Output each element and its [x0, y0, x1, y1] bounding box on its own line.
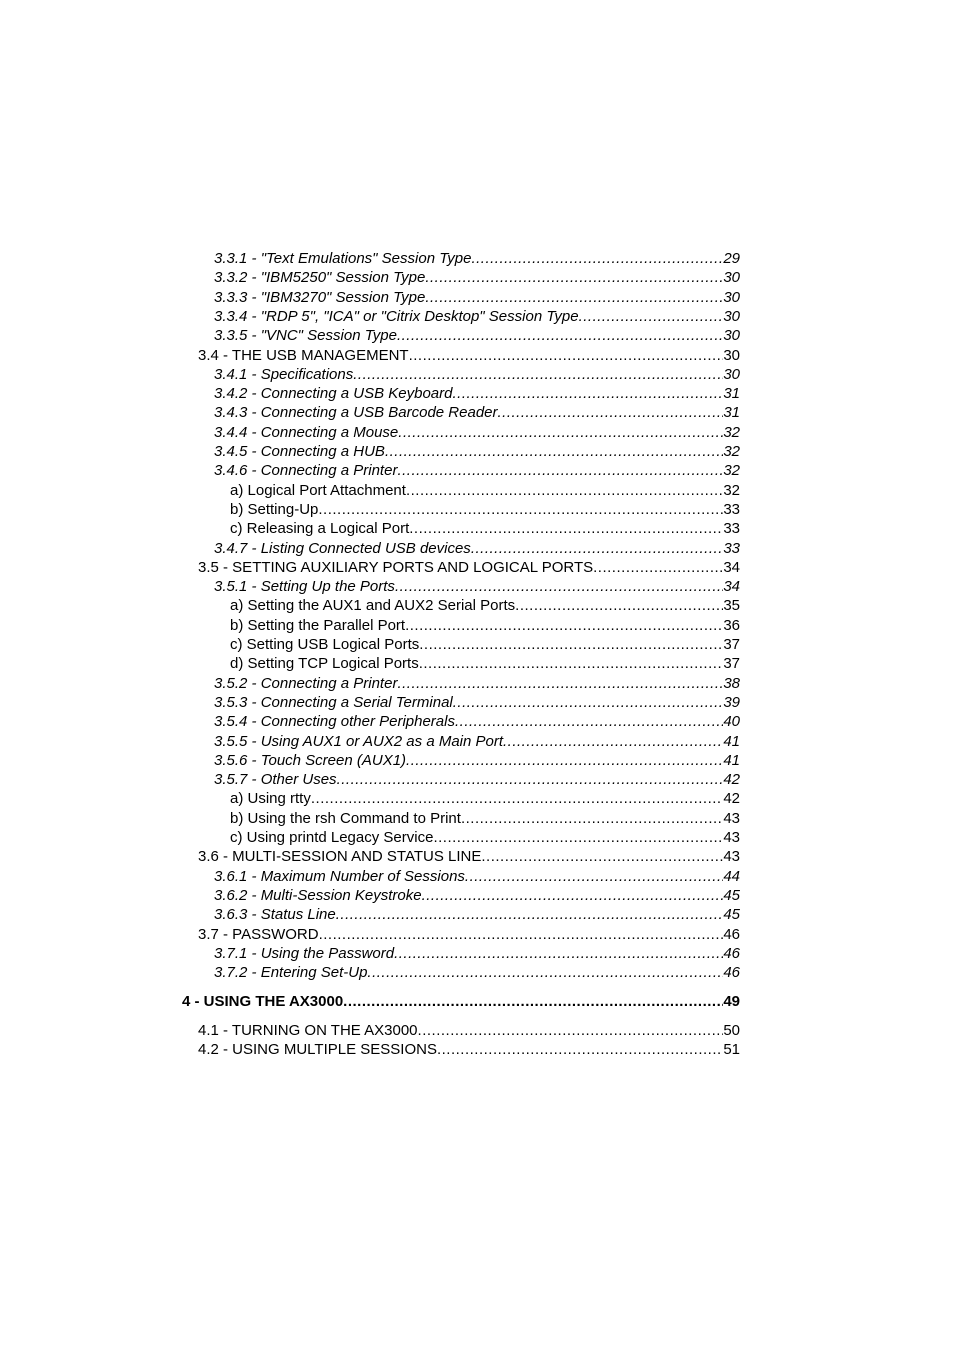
- dot-leader: [418, 1021, 724, 1040]
- toc-entry-title: a) Logical Port Attachment: [230, 481, 406, 499]
- toc-entry-title: 3.5.3 - Connecting a Serial Terminal: [214, 693, 453, 711]
- toc-entry-title: 3.4 - THE USB MANAGEMENT: [198, 346, 409, 364]
- dot-leader: [397, 326, 723, 345]
- dot-leader: [419, 654, 724, 673]
- toc-entry-title: b) Using the rsh Command to Print: [230, 809, 461, 827]
- toc-entry-page-number: 41: [723, 732, 740, 750]
- toc-entry-page-number: 30: [723, 327, 740, 345]
- dot-leader: [422, 886, 724, 905]
- dot-leader: [353, 365, 723, 384]
- dot-leader: [337, 770, 724, 789]
- toc-entry[interactable]: [198, 1021, 740, 1040]
- dot-leader: [319, 925, 724, 944]
- toc-entry-page-number: 46: [723, 944, 740, 962]
- toc-entry-title: 3.4.3 - Connecting a USB Barcode Reader: [214, 404, 498, 422]
- toc-entry-title: c) Using printd Legacy Service: [230, 829, 434, 846]
- toc-entry[interactable]: [214, 867, 740, 886]
- toc-entry[interactable]: [230, 481, 740, 500]
- toc-entry-page-number: 31: [723, 404, 740, 422]
- toc-entry-page-number: 44: [723, 867, 740, 885]
- toc-entry[interactable]: [214, 712, 740, 731]
- toc-entry[interactable]: [214, 751, 740, 770]
- toc-entry[interactable]: [214, 577, 740, 596]
- toc-entry-title: a) Using rtty: [230, 790, 311, 808]
- toc-entry-page-number: 45: [723, 906, 740, 924]
- toc-entry[interactable]: [214, 944, 740, 963]
- dot-leader: [409, 346, 724, 365]
- toc-entry-page-number: 37: [723, 636, 740, 653]
- dot-leader: [471, 539, 724, 558]
- toc-entry-page-number: 42: [723, 771, 740, 789]
- toc-entry-page-number: 43: [723, 809, 740, 827]
- toc-entry-title: 3.3.1 - "Text Emulations" Session Type: [214, 250, 472, 267]
- toc-entry-page-number: 33: [723, 539, 740, 557]
- toc-entry-page-number: 37: [723, 655, 740, 673]
- toc-entry-title: 3.4.1 - Specifications: [214, 365, 354, 383]
- toc-entry[interactable]: [230, 789, 740, 808]
- dot-leader: [395, 577, 723, 596]
- toc-entry-title: 3.7 - PASSWORD: [198, 925, 319, 943]
- dot-leader: [579, 307, 724, 326]
- toc-entry-title: 3.5.6 - Touch Screen (AUX1): [214, 751, 407, 769]
- toc-entry[interactable]: [214, 268, 740, 287]
- toc-entry-page-number: 32: [723, 443, 740, 460]
- dot-leader: [336, 905, 724, 924]
- toc-entry[interactable]: [230, 500, 740, 519]
- toc-entry[interactable]: [214, 461, 740, 480]
- toc-entry-page-number: 32: [723, 481, 740, 499]
- toc-entry[interactable]: [198, 558, 740, 577]
- toc-entry-page-number: 38: [723, 674, 740, 692]
- toc-entry[interactable]: [214, 963, 740, 982]
- toc-entry-page-number: 35: [723, 597, 740, 615]
- toc-entry[interactable]: [198, 346, 740, 365]
- dot-leader: [405, 616, 723, 635]
- toc-entry-title: 3.5 - SETTING AUXILIARY PORTS AND LOGICAL PORTS: [198, 558, 594, 576]
- toc-entry[interactable]: [230, 616, 740, 635]
- toc-entry[interactable]: [198, 847, 740, 866]
- toc-entry[interactable]: [230, 519, 740, 538]
- toc-entry-page-number: 39: [723, 693, 740, 711]
- dot-leader: [498, 403, 724, 422]
- toc-entry[interactable]: [214, 693, 740, 712]
- toc-entry[interactable]: [214, 886, 740, 905]
- toc-entry[interactable]: [214, 288, 740, 307]
- dot-leader: [425, 268, 723, 287]
- toc-entry-title: b) Setting the Parallel Port: [230, 616, 406, 634]
- toc-entry-title: 3.5.2 - Connecting a Printer: [214, 674, 398, 692]
- toc-entry-title: b) Setting-Up: [230, 500, 319, 518]
- toc-entry-page-number: 34: [723, 558, 740, 576]
- dot-leader: [406, 481, 723, 500]
- dot-leader: [503, 732, 723, 751]
- dot-leader: [425, 288, 723, 307]
- toc-entry[interactable]: [230, 654, 740, 673]
- dot-leader: [397, 461, 723, 480]
- toc-entry-page-number: 30: [723, 269, 740, 287]
- toc-entry-title: 3.5.5 - Using AUX1 or AUX2 as a Main Port: [214, 732, 504, 750]
- toc-entry[interactable]: [230, 828, 740, 847]
- toc-entry-title: d) Setting TCP Logical Ports: [230, 655, 419, 673]
- dot-leader: [471, 249, 723, 268]
- toc-entry-title: 4 - USING THE AX3000: [182, 993, 344, 1011]
- toc-entry[interactable]: [214, 732, 740, 751]
- toc-entry[interactable]: [214, 442, 740, 461]
- toc-entry-title: c) Setting USB Logical Ports: [230, 636, 420, 653]
- dot-leader: [367, 963, 723, 982]
- toc-entry-title: 3.5.1 - Setting Up the Ports: [214, 578, 395, 596]
- toc-entry[interactable]: [214, 307, 740, 326]
- toc-entry-title: 4.1 - TURNING ON THE AX3000: [198, 1021, 418, 1039]
- toc-entry-page-number: 43: [723, 829, 740, 846]
- toc-entry-title: 3.5.4 - Connecting other Peripherals: [214, 713, 455, 731]
- toc-entry[interactable]: [230, 809, 740, 828]
- toc-entry-page-number: 43: [723, 848, 740, 866]
- toc-entry-page-number: 30: [723, 365, 740, 383]
- toc-entry-title: 3.3.4 - "RDP 5", "ICA" or "Citrix Desktop" Session Type: [214, 307, 579, 325]
- toc-entry[interactable]: [214, 770, 740, 789]
- toc-entry-title: 3.3.3 - "IBM3270" Session Type: [214, 288, 426, 306]
- dot-leader: [437, 1040, 723, 1059]
- toc-entry-title: 3.4.6 - Connecting a Printer: [214, 462, 398, 480]
- dot-leader: [593, 558, 723, 577]
- toc-entry-page-number: 31: [723, 385, 740, 403]
- toc-entry-page-number: 30: [723, 288, 740, 306]
- toc-entry-page-number: 30: [723, 307, 740, 325]
- dot-leader: [385, 442, 723, 461]
- toc-entry-title: 3.6.3 - Status Line: [214, 906, 336, 924]
- toc-entry-page-number: 40: [723, 713, 740, 731]
- dot-leader: [409, 519, 723, 538]
- toc-entry-page-number: 32: [723, 423, 740, 441]
- toc-entry-title: 3.7.2 - Entering Set-Up: [214, 964, 368, 982]
- toc-entry[interactable]: [214, 384, 740, 403]
- toc-entry[interactable]: [214, 905, 740, 924]
- dot-leader: [318, 500, 723, 519]
- toc-entry-page-number: 49: [723, 993, 740, 1011]
- dot-leader: [461, 809, 723, 828]
- dot-leader: [465, 867, 723, 886]
- dot-leader: [455, 712, 723, 731]
- dot-leader: [433, 828, 723, 847]
- toc-entry[interactable]: [230, 596, 740, 615]
- toc-entry-title: 3.4.2 - Connecting a USB Keyboard: [214, 385, 453, 403]
- toc-entry[interactable]: [214, 326, 740, 345]
- toc-entry-page-number: 45: [723, 886, 740, 904]
- toc-entry[interactable]: [214, 423, 740, 442]
- toc-entry[interactable]: [214, 249, 740, 268]
- toc-entry-title: 3.6.1 - Maximum Number of Sessions: [214, 867, 465, 885]
- toc-entry-page-number: 34: [723, 578, 740, 596]
- dot-leader: [481, 847, 723, 866]
- toc-entry[interactable]: [214, 365, 740, 384]
- toc-entry-page-number: 51: [723, 1041, 740, 1058]
- toc-entry-page-number: 36: [723, 616, 740, 634]
- toc-entry-title: 3.6 - MULTI-SESSION AND STATUS LINE: [198, 848, 482, 866]
- dot-leader: [397, 674, 723, 693]
- toc-entry-page-number: 33: [723, 520, 740, 538]
- toc-entry-title: a) Setting the AUX1 and AUX2 Serial Ports: [230, 597, 516, 615]
- toc-entry[interactable]: [214, 539, 740, 558]
- toc-entry[interactable]: [230, 635, 740, 654]
- toc-entry-page-number: 29: [723, 250, 740, 267]
- toc-entry-page-number: 41: [723, 751, 740, 769]
- dot-leader: [515, 596, 723, 615]
- toc-entry-title: 3.7.1 - Using the Password: [214, 944, 395, 962]
- toc-entry-title: 3.3.2 - "IBM5250" Session Type: [214, 269, 426, 287]
- toc-entry[interactable]: [214, 403, 740, 422]
- toc-entry-title: 3.3.5 - "VNC" Session Type: [214, 327, 397, 345]
- toc-entry-page-number: 46: [723, 964, 740, 982]
- toc-entry-title: 3.6.2 - Multi-Session Keystroke: [214, 886, 422, 904]
- toc-entry-page-number: 33: [723, 500, 740, 518]
- toc-entry[interactable]: [198, 925, 740, 944]
- dot-leader: [343, 992, 723, 1011]
- toc-entry[interactable]: [182, 992, 740, 1011]
- toc-entry-page-number: 42: [723, 790, 740, 808]
- dot-leader: [452, 384, 723, 403]
- toc-entry-title: 3.5.7 - Other Uses: [214, 771, 337, 789]
- toc-entry-page-number: 50: [723, 1021, 740, 1039]
- toc-entry-title: 3.4.4 - Connecting a Mouse: [214, 423, 399, 441]
- toc-entry[interactable]: [198, 1040, 740, 1059]
- toc-entry-page-number: 32: [723, 462, 740, 480]
- toc-entry-page-number: 46: [723, 925, 740, 943]
- toc-entry-title: 3.4.7 - Listing Connected USB devices: [214, 539, 471, 557]
- toc-entry-page-number: 30: [723, 346, 740, 364]
- toc-entry-title: 4.2 - USING MULTIPLE SESSIONS: [198, 1041, 437, 1058]
- toc-entry[interactable]: [214, 674, 740, 693]
- dot-leader: [453, 693, 724, 712]
- dot-leader: [394, 944, 723, 963]
- toc-entry-title: 3.4.5 - Connecting a HUB: [214, 443, 385, 460]
- toc-entry-title: c) Releasing a Logical Port: [230, 520, 410, 538]
- dot-leader: [398, 423, 723, 442]
- dot-leader: [311, 789, 723, 808]
- dot-leader: [419, 635, 723, 654]
- dot-leader: [406, 751, 723, 770]
